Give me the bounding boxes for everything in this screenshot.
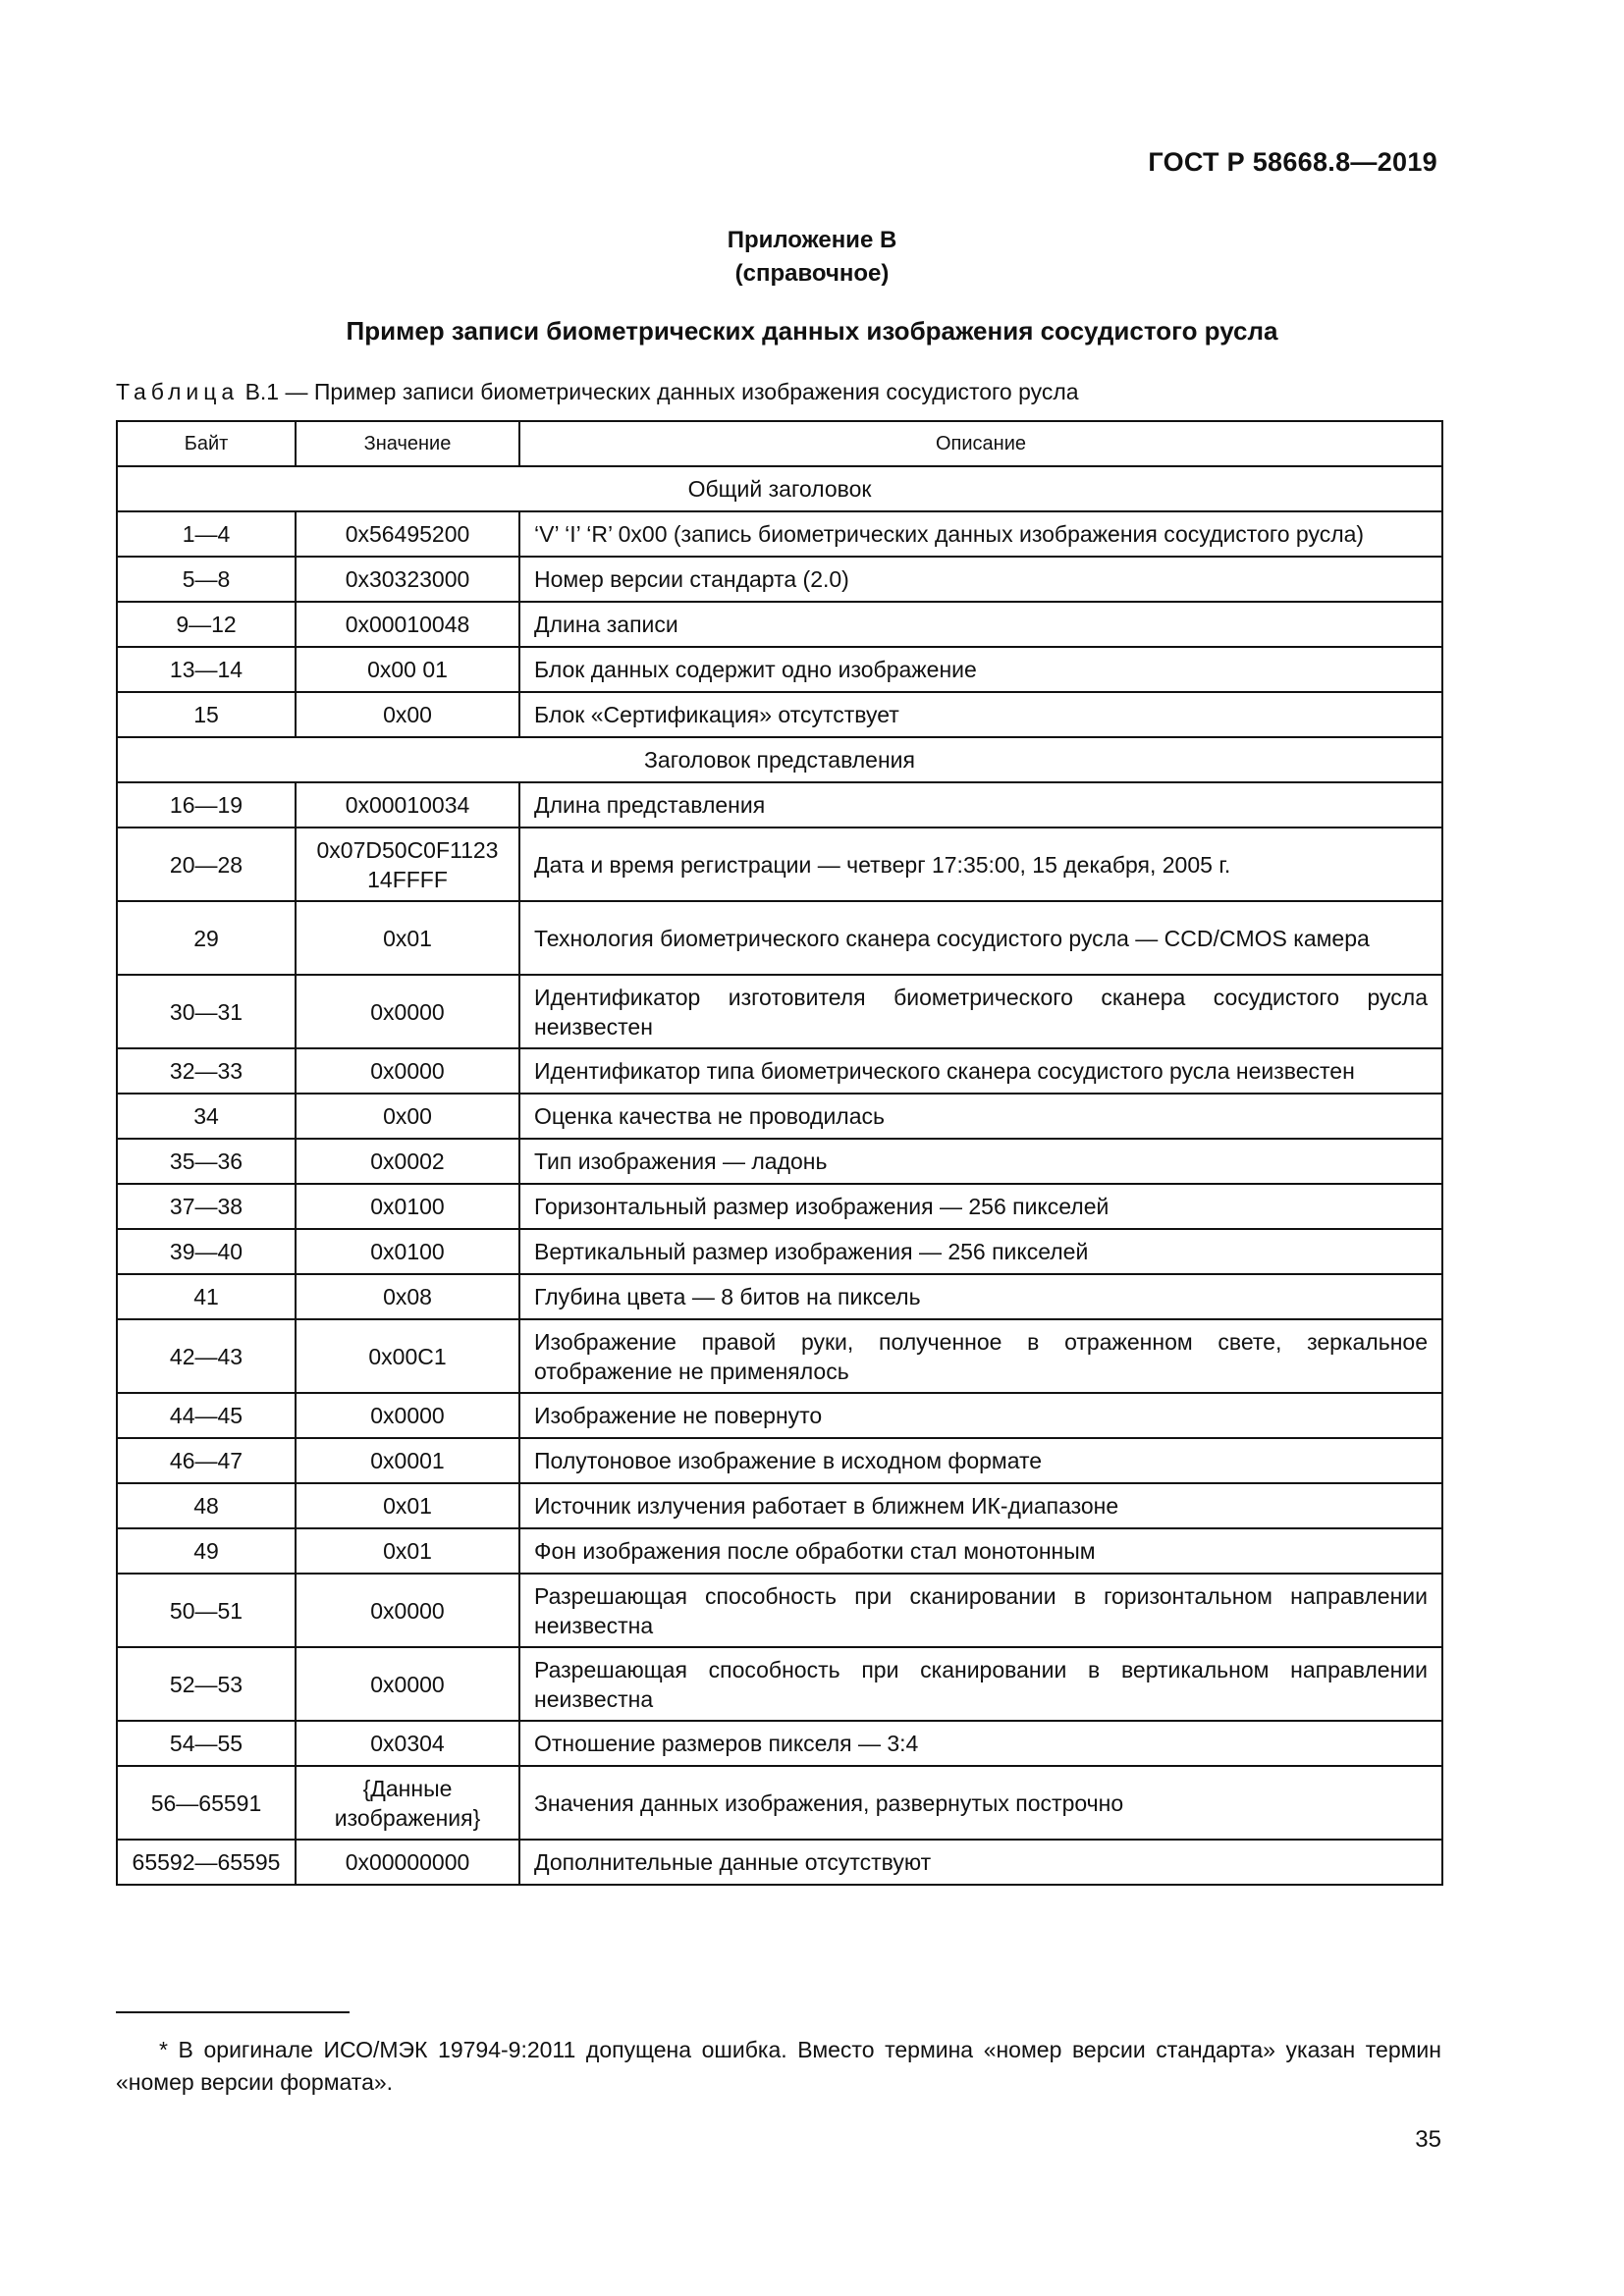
biometric-record-table bbox=[116, 420, 1443, 1886]
cell-description: Фон изображения после обработки стал монотонным bbox=[519, 1528, 1442, 1574]
cell-description: Дата и время регистрации — четверг 17:35:00, 15 декабря, 2005 г. bbox=[519, 828, 1442, 901]
column-header-description: Описание bbox=[519, 421, 1442, 466]
table-row bbox=[117, 1048, 1442, 1094]
cell-bytes: 46—47 bbox=[117, 1438, 296, 1483]
cell-bytes: 32—33 bbox=[117, 1048, 296, 1094]
table-caption bbox=[116, 379, 1079, 405]
footnote-divider bbox=[116, 2011, 350, 2013]
section-title: Общий заголовок bbox=[117, 466, 1442, 511]
cell-bytes: 41 bbox=[117, 1274, 296, 1319]
table-header-row bbox=[117, 421, 1442, 466]
cell-description: Тип изображения — ладонь bbox=[519, 1139, 1442, 1184]
cell-value: 0x0100 bbox=[296, 1229, 519, 1274]
cell-bytes: 9—12 bbox=[117, 602, 296, 647]
cell-value: 0x00 bbox=[296, 692, 519, 737]
table-row bbox=[117, 1319, 1442, 1393]
cell-value: 0x0000 bbox=[296, 1393, 519, 1438]
cell-bytes: 39—40 bbox=[117, 1229, 296, 1274]
table-row bbox=[117, 1393, 1442, 1438]
cell-value: 0x30323000 bbox=[296, 557, 519, 602]
cell-bytes: 35—36 bbox=[117, 1139, 296, 1184]
table-row bbox=[117, 602, 1442, 647]
column-header-bytes: Байт bbox=[117, 421, 296, 466]
table-row bbox=[117, 1840, 1442, 1885]
cell-bytes: 54—55 bbox=[117, 1721, 296, 1766]
cell-value: 0x07D50C0F1123 14FFFF bbox=[296, 828, 519, 901]
section-title: Заголовок представления bbox=[117, 737, 1442, 782]
cell-value: 0x0000 bbox=[296, 975, 519, 1048]
table-row bbox=[117, 1274, 1442, 1319]
table-row bbox=[117, 1483, 1442, 1528]
table-row bbox=[117, 1574, 1442, 1647]
document-code: ГОСТ Р 58668.8—2019 bbox=[1148, 147, 1437, 177]
cell-bytes: 29 bbox=[117, 901, 296, 975]
table-row bbox=[117, 1094, 1442, 1139]
cell-description: Глубина цвета — 8 битов на пиксель bbox=[519, 1274, 1442, 1319]
table-row bbox=[117, 1721, 1442, 1766]
cell-description: Отношение размеров пикселя — 3:4 bbox=[519, 1721, 1442, 1766]
cell-description: Длина представления bbox=[519, 782, 1442, 828]
cell-bytes: 34 bbox=[117, 1094, 296, 1139]
cell-description: Идентификатор изготовителя биометрического сканера сосудистого русла неизвестен bbox=[519, 975, 1442, 1048]
cell-description: Разрешающая способность при сканировании в вертикальном направлении неизвестна bbox=[519, 1647, 1442, 1721]
table-row bbox=[117, 692, 1442, 737]
annex-title-block bbox=[0, 224, 1624, 291]
cell-bytes: 13—14 bbox=[117, 647, 296, 692]
cell-value: 0x01 bbox=[296, 1528, 519, 1574]
page-title: Пример записи биометрических данных изображения сосудистого русла bbox=[346, 316, 1278, 346]
cell-description: Значения данных изображения, развернутых построчно bbox=[519, 1766, 1442, 1840]
cell-value: 0x08 bbox=[296, 1274, 519, 1319]
cell-bytes: 30—31 bbox=[117, 975, 296, 1048]
table-row bbox=[117, 782, 1442, 828]
table-body bbox=[117, 466, 1442, 1885]
cell-bytes: 16—19 bbox=[117, 782, 296, 828]
footnote: * В оригинале ИСО/МЭК 19794-9:2011 допущена ошибка. Вместо термина «номер версии стандарта» указан термин «номер версии формата». bbox=[116, 2037, 1441, 2095]
cell-bytes: 65592—65595 bbox=[117, 1840, 296, 1885]
cell-description: Полутоновое изображение в исходном формате bbox=[519, 1438, 1442, 1483]
cell-value: 0x01 bbox=[296, 1483, 519, 1528]
cell-value: 0x00000000 bbox=[296, 1840, 519, 1885]
cell-value: 0x0100 bbox=[296, 1184, 519, 1229]
cell-value: 0x0304 bbox=[296, 1721, 519, 1766]
cell-description: Источник излучения работает в ближнем ИК-диапазоне bbox=[519, 1483, 1442, 1528]
table-section-row bbox=[117, 737, 1442, 782]
table-row bbox=[117, 975, 1442, 1048]
cell-value: 0x0000 bbox=[296, 1647, 519, 1721]
annex-title: Приложение В bbox=[727, 227, 897, 253]
cell-value: 0x00010034 bbox=[296, 782, 519, 828]
table-row bbox=[117, 828, 1442, 901]
cell-description: Номер версии стандарта (2.0) bbox=[519, 557, 1442, 602]
annex-status: (справочное) bbox=[734, 260, 890, 287]
cell-bytes: 50—51 bbox=[117, 1574, 296, 1647]
cell-description: ‘V’ ‘I’ ‘R’ 0x00 (запись биометрических данных изображения сосудистого русла) bbox=[519, 511, 1442, 557]
cell-bytes: 1—4 bbox=[117, 511, 296, 557]
cell-description: Идентификатор типа биометрического сканера сосудистого русла неизвестен bbox=[519, 1048, 1442, 1094]
column-header-value: Значение bbox=[296, 421, 519, 466]
cell-value: 0x0001 bbox=[296, 1438, 519, 1483]
cell-description: Блок «Сертификация» отсутствует bbox=[519, 692, 1442, 737]
page-number: 35 bbox=[1415, 2126, 1441, 2153]
cell-bytes: 5—8 bbox=[117, 557, 296, 602]
cell-description: Изображение не повернуто bbox=[519, 1393, 1442, 1438]
cell-description: Вертикальный размер изображения — 256 пикселей bbox=[519, 1229, 1442, 1274]
cell-description: Технология биометрического сканера сосудистого русла — CCD/CMOS камера bbox=[519, 901, 1442, 975]
table-row bbox=[117, 1229, 1442, 1274]
cell-bytes: 52—53 bbox=[117, 1647, 296, 1721]
cell-bytes: 15 bbox=[117, 692, 296, 737]
cell-bytes: 48 bbox=[117, 1483, 296, 1528]
cell-bytes: 42—43 bbox=[117, 1319, 296, 1393]
cell-value: 0x00010048 bbox=[296, 602, 519, 647]
table-caption-prefix: Таблица bbox=[116, 379, 240, 404]
cell-description: Длина записи bbox=[519, 602, 1442, 647]
table-row bbox=[117, 647, 1442, 692]
cell-description: Дополнительные данные отсутствуют bbox=[519, 1840, 1442, 1885]
cell-value: 0x0000 bbox=[296, 1574, 519, 1647]
cell-bytes: 44—45 bbox=[117, 1393, 296, 1438]
cell-description: Оценка качества не проводилась bbox=[519, 1094, 1442, 1139]
table-row bbox=[117, 557, 1442, 602]
table-section-row bbox=[117, 466, 1442, 511]
cell-description: Горизонтальный размер изображения — 256 пикселей bbox=[519, 1184, 1442, 1229]
table-row bbox=[117, 1184, 1442, 1229]
cell-bytes: 49 bbox=[117, 1528, 296, 1574]
cell-description: Изображение правой руки, полученное в отраженном свете, зеркальное отображение не применялось bbox=[519, 1319, 1442, 1393]
cell-value: 0x00C1 bbox=[296, 1319, 519, 1393]
cell-value: 0x01 bbox=[296, 901, 519, 975]
table-row bbox=[117, 1528, 1442, 1574]
cell-bytes: 56—65591 bbox=[117, 1766, 296, 1840]
cell-value: {Данные изображения} bbox=[296, 1766, 519, 1840]
cell-value: 0x0002 bbox=[296, 1139, 519, 1184]
table-row bbox=[117, 1139, 1442, 1184]
cell-description: Разрешающая способность при сканировании в горизонтальном направлении неизвестна bbox=[519, 1574, 1442, 1647]
table-row bbox=[117, 901, 1442, 975]
cell-value: 0x00 bbox=[296, 1094, 519, 1139]
table-row bbox=[117, 1438, 1442, 1483]
cell-bytes: 37—38 bbox=[117, 1184, 296, 1229]
cell-description: Блок данных содержит одно изображение bbox=[519, 647, 1442, 692]
cell-bytes: 20—28 bbox=[117, 828, 296, 901]
cell-value: 0x00 01 bbox=[296, 647, 519, 692]
table-caption-text: В.1 — Пример записи биометрических данных изображения сосудистого русла bbox=[244, 379, 1079, 404]
table-row bbox=[117, 1766, 1442, 1840]
cell-value: 0x56495200 bbox=[296, 511, 519, 557]
table-row bbox=[117, 511, 1442, 557]
table-row bbox=[117, 1647, 1442, 1721]
cell-value: 0x0000 bbox=[296, 1048, 519, 1094]
